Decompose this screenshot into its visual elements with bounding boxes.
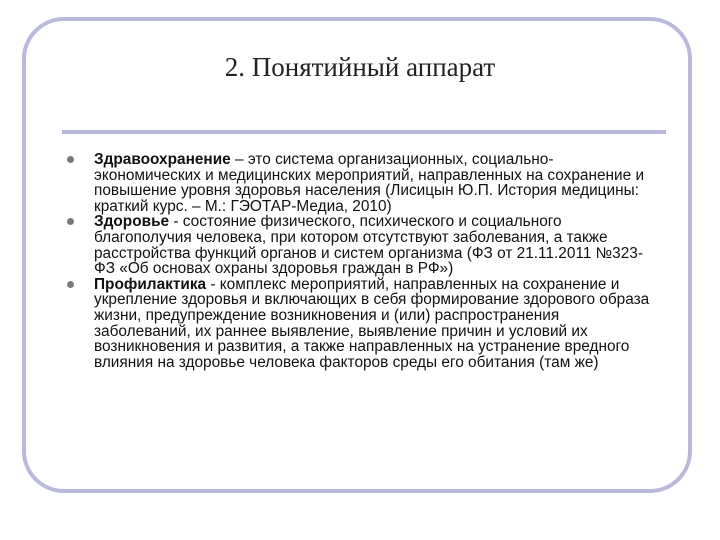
definition-healthcare: – это система организационных, социально-экономических и медицинских мероприятий, направленных на сохранение и повышение уровня здоровья населения (Лисицын Ю.П. История медицины: краткий курс. – М.: ГЭОТАР-Медиа, 2010) xyxy=(94,151,645,215)
bullet-item-prevention xyxy=(60,277,660,371)
bullet-item-health xyxy=(60,214,660,276)
definition-health: - состояние физического, психического и социального благополучия человека, при котором отсутствуют заболевания, а также расстройства функций органов и систем организма (ФЗ от 21.11.2011 №323-ФЗ «Об основах охраны здоровья граждан в РФ») xyxy=(94,213,643,278)
bullet-item-healthcare xyxy=(60,152,660,214)
definition-prevention: - комплекс мероприятий, направленных на сохранение и укрепление здоровья и включающих в себя формирование здорового образа жизни, предупреждение возникновения и (или) распространения заболеваний, их раннее выявление, выявление причин и условий их возникновения и развития, а также направленных на устранение вредного влияния на здоровье человека факторов среды его обитания (там же) xyxy=(94,275,650,371)
title-divider xyxy=(62,130,666,134)
bullet-dot-icon xyxy=(67,281,74,288)
slide-title: 2. Понятийный аппарат xyxy=(224,52,496,82)
term-health: Здоровье xyxy=(94,213,170,231)
bullet-dot-icon xyxy=(67,218,74,225)
bullet-dot-icon xyxy=(67,156,74,163)
bullet-list xyxy=(60,152,660,370)
term-prevention: Профилактика xyxy=(94,275,207,293)
term-healthcare: Здравоохранение xyxy=(94,151,231,168)
